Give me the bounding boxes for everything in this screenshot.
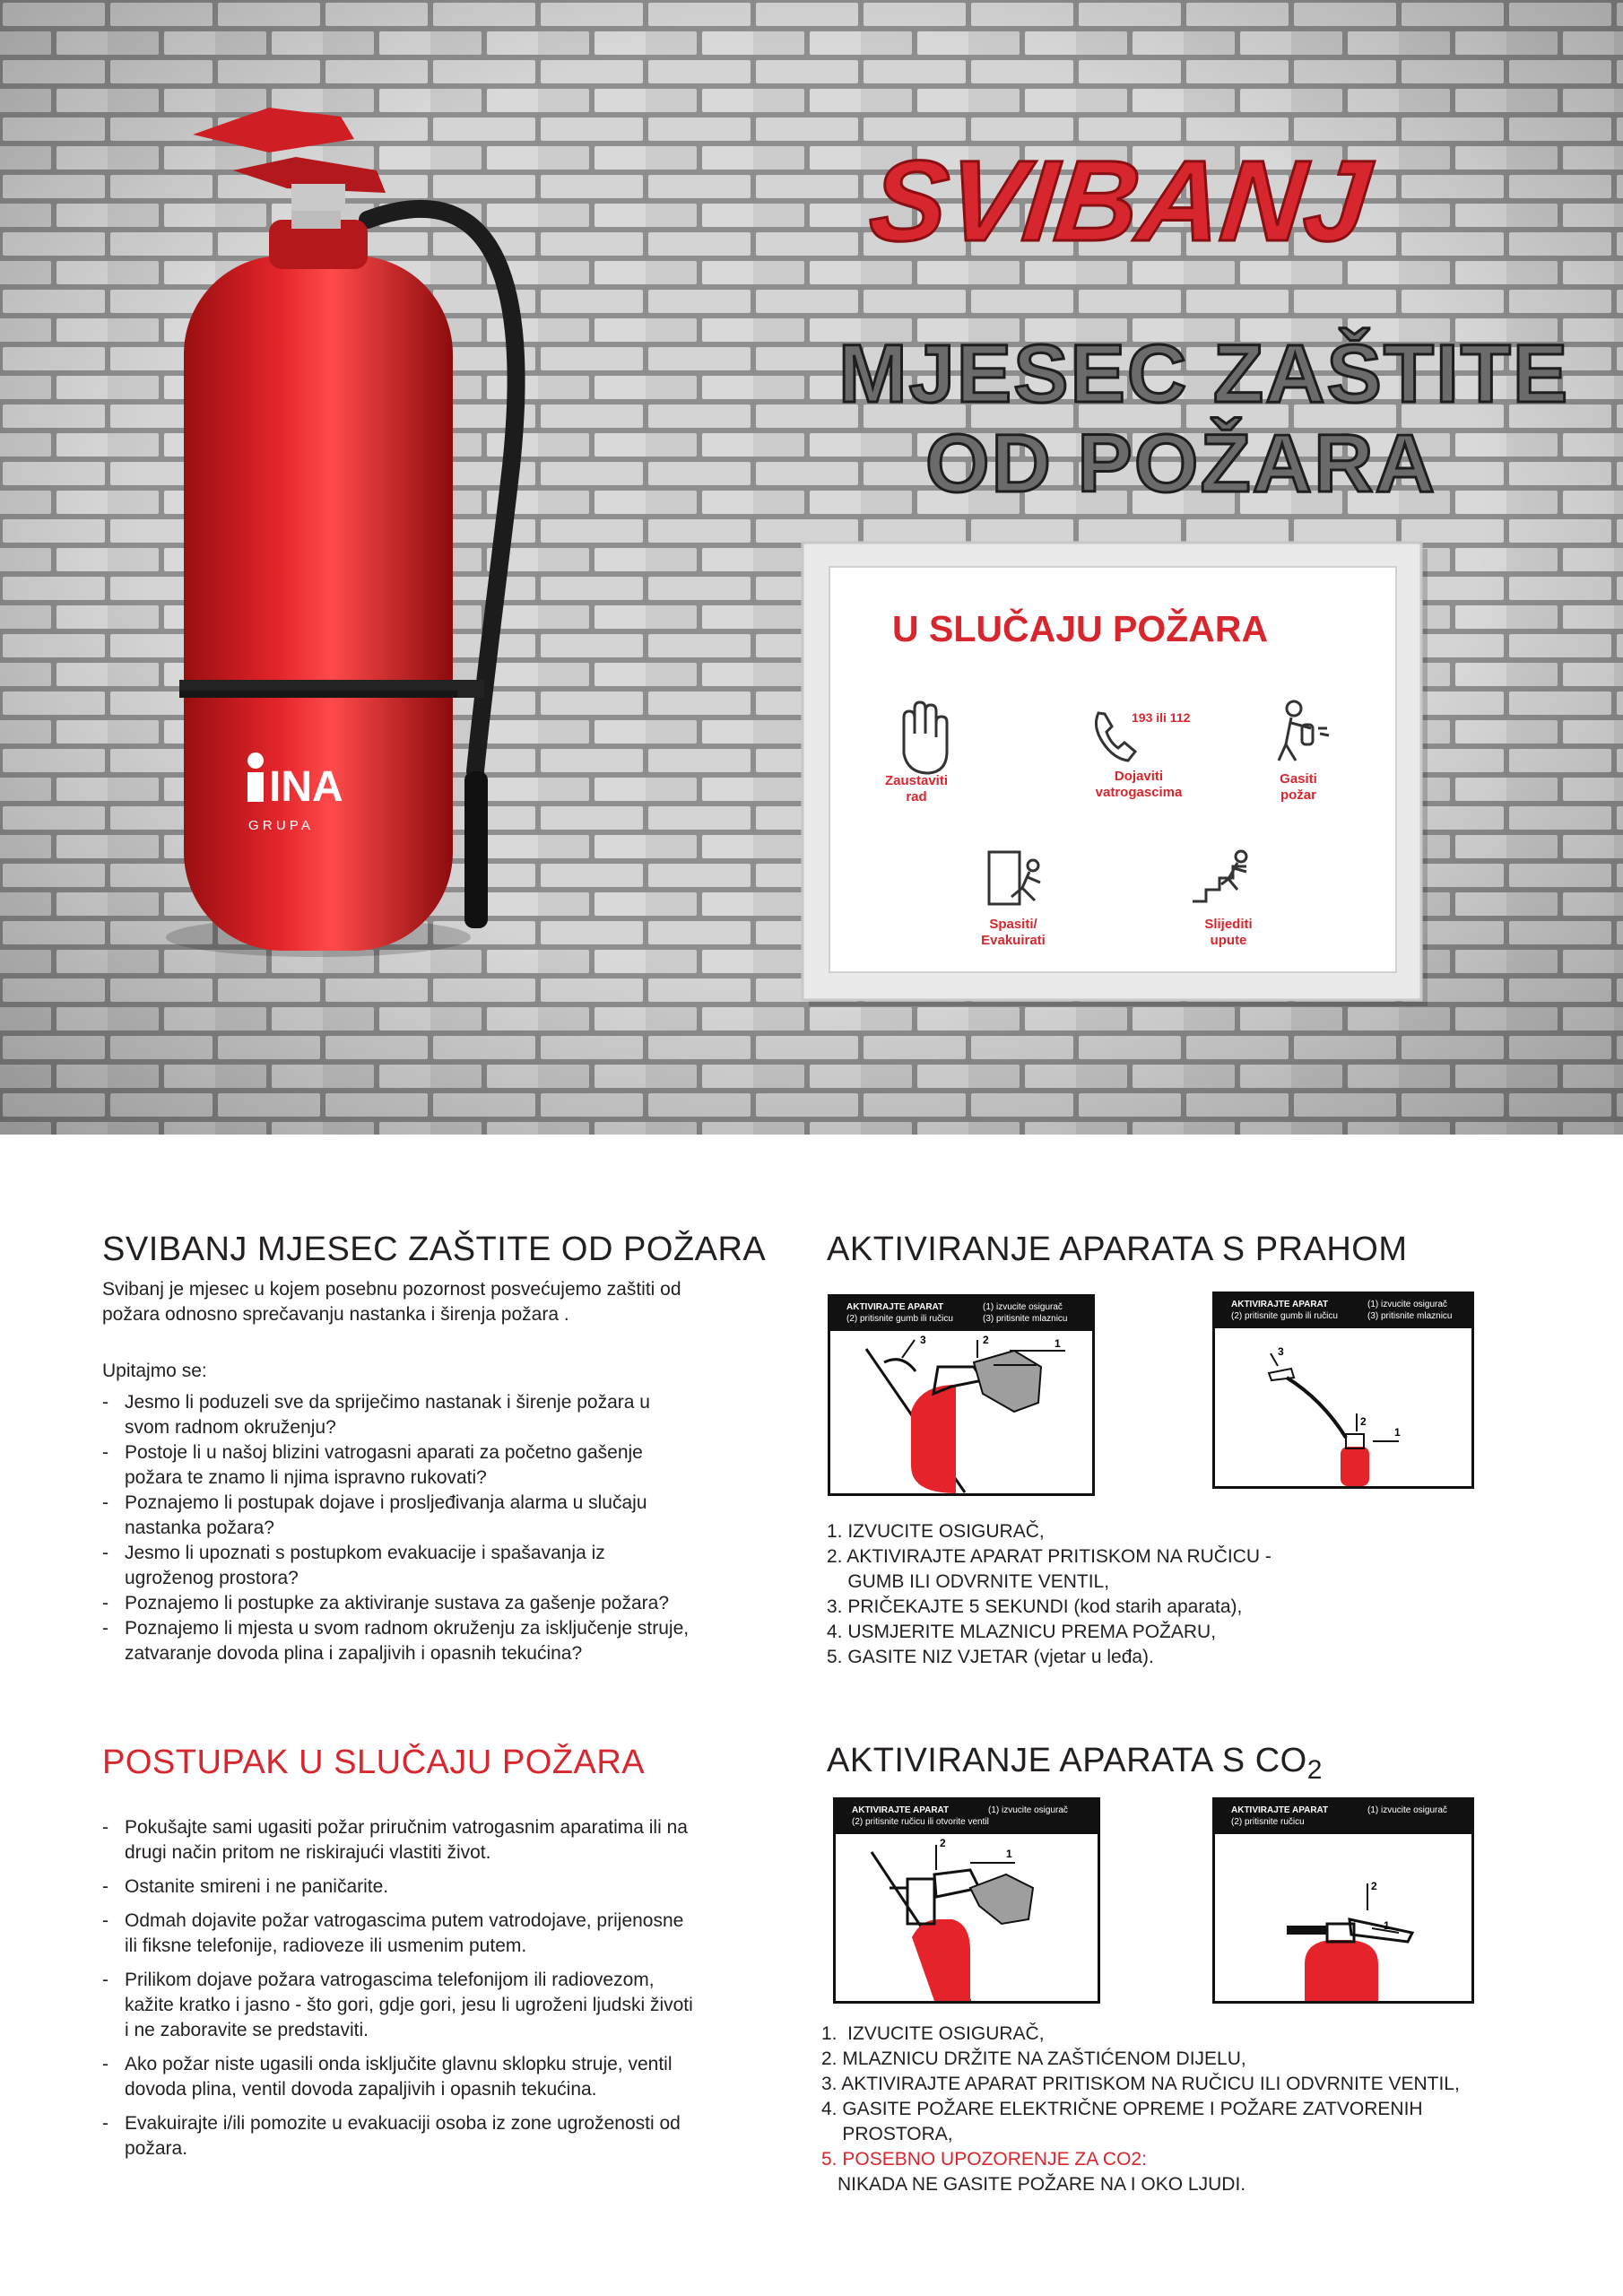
caption-text: (2) pritisnite gumb ili ručicu <box>1231 1311 1338 1321</box>
co2-title-subscript: 2 <box>1306 1755 1323 1785</box>
step-number-3: 3 <box>1278 1345 1284 1358</box>
co2-steps <box>821 2022 1460 2197</box>
hero-title-line3: OD POŽARA <box>925 418 1436 509</box>
list-item: - Pokušajte sami ugasiti požar priručnim vatrogasnim aparatima ili na drugi način pritom ne riskirajući vlastiti život. <box>102 1815 694 1866</box>
sign-item-follow-instructions: Slijediti <box>1204 917 1253 932</box>
powder-diagram-2 <box>1212 1292 1474 1489</box>
co2-diagram-2 <box>1212 1797 1474 2004</box>
warning-label: POSEBNO UPOZORENJE ZA CO2: <box>842 2149 1147 2170</box>
warning-number: 5. <box>821 2149 843 2170</box>
step-number-1: 1 <box>1384 1919 1390 1932</box>
co2-title <box>827 1742 1323 1785</box>
list-item: PROSTORA, <box>821 2124 953 2144</box>
powder-diagram-1 <box>828 1294 1095 1496</box>
list-item: - Odmah dojavite požar vatrogascima putem vatrodojave, prijenosne ili fiksne telefonije, radioveze ili usmenim putem. <box>102 1909 694 1959</box>
caption-text: (3) pritisnite mlaznicu <box>1367 1311 1453 1321</box>
sign-item-extinguish: Gasiti <box>1280 771 1317 787</box>
hero-title-month: SVIBANJ <box>864 137 1376 265</box>
step-number-2: 2 <box>1360 1415 1367 1428</box>
list-item: 4. USMJERITE MLAZNICU PREMA POŽARU, <box>827 1622 1217 1642</box>
caption-text: AKTIVIRAJTE APARAT <box>846 1302 944 1312</box>
list-item: - Ostanite smireni i ne paničarite. <box>102 1874 694 1900</box>
list-item: - Prilikom dojave požara vatrogascima telefonijom ili radiovezom, kažite kratko i jasno - što gori, gdje gori, jesu li ugroženi ljudski životi i ne zaboravite se predstaviti. <box>102 1968 694 2043</box>
powder-title: AKTIVIRANJE APARATA S PRAHOM <box>827 1231 1408 1268</box>
ina-logo-subtext: G R U P A <box>248 818 310 833</box>
hero-banner <box>0 0 1623 1135</box>
questions-label: Upitajmo se: <box>102 1361 207 1381</box>
ina-logo: INA <box>269 763 343 811</box>
list-item: 4. GASITE POŽARE ELEKTRIČNE OPREME I POŽARE ZATVORENIH <box>821 2099 1423 2119</box>
powder-steps <box>827 1519 1271 1670</box>
sign-item-follow-instructions-line2: upute <box>1210 933 1247 948</box>
brick-wall-background <box>0 0 1623 1135</box>
list-item: - Ako požar niste ugasili onda isključite glavnu sklopku struje, ventil dovoda plina, ventil dovoda zapaljivih i opasnih tekućina. <box>102 2052 694 2102</box>
step-number-1: 1 <box>1394 1426 1401 1439</box>
step-number-1: 1 <box>1055 1337 1061 1350</box>
caption-text: (2) pritisnite gumb ili ručicu <box>846 1314 953 1324</box>
list-item: - Postoje li u našoj blizini vatrogasni aparati za početno gašenje požara te znamo li njima ispravno rukovati? <box>102 1440 690 1491</box>
co2-title-text: AKTIVIRANJE APARATA S CO <box>827 1742 1307 1779</box>
list-item: GUMB ILI ODVRNITE VENTIL, <box>827 1571 1110 1592</box>
sign-item-stop-work: Zaustaviti <box>884 773 949 788</box>
caption-text: (1) izvucite osigurač <box>988 1805 1068 1815</box>
list-item: 1. IZVUCITE OSIGURAČ, <box>827 1521 1045 1542</box>
list-item: - Evakuirajte i/ili pomozite u evakuaciji osoba iz zone ugroženosti od požara. <box>102 2111 694 2161</box>
list-item: 1. IZVUCITE OSIGURAČ, <box>821 2023 1045 2044</box>
questions-list <box>102 1390 690 1666</box>
caption-text: (1) izvucite osigurač <box>1367 1300 1447 1309</box>
procedure-list <box>102 1815 694 2161</box>
sign-item-call-firefighters: Dojaviti <box>1114 769 1164 784</box>
caption-text: AKTIVIRAJTE APARAT <box>852 1805 950 1815</box>
sign-item-evacuate: Spasiti/ <box>989 917 1037 932</box>
warning-text: NIKADA NE GASITE POŽARE NA I OKO LJUDI. <box>838 2174 1246 2195</box>
intro-text: Svibanj je mjesec u kojem posebnu pozornost posvećujemo zaštiti od požara odnosno sprečavanju nastanka i širenja požara . <box>102 1279 681 1325</box>
fire-instructions-sign <box>803 543 1428 1006</box>
procedure-title: POSTUPAK U SLUČAJU POŽARA <box>102 1744 646 1781</box>
hero-title-line2: MJESEC ZAŠTITE <box>838 328 1570 420</box>
step-number-1: 1 <box>1006 1848 1012 1860</box>
list-item: - Jesmo li upoznati s postupkom evakuacije i spašavanja iz ugroženog prostora? <box>102 1541 690 1591</box>
sign-item-stop-work-line2: rad <box>906 789 927 804</box>
list-item: 2. AKTIVIRAJTE APARAT PRITISKOM NA RUČICU - <box>827 1546 1271 1567</box>
list-item: 3. PRIČEKAJTE 5 SEKUNDI (kod starih aparata), <box>827 1596 1243 1617</box>
list-item: 5. GASITE NIZ VJETAR (vjetar u leđa). <box>827 1647 1154 1667</box>
list-item: 3. AKTIVIRAJTE APARAT PRITISKOM NA RUČICU ILI ODVRNITE VENTIL, <box>821 2074 1460 2094</box>
step-number-3: 3 <box>920 1334 926 1346</box>
step-number-2: 2 <box>1371 1880 1377 1892</box>
caption-text: (2) pritisnite ručicu ili otvorite ventil <box>852 1817 989 1827</box>
caption-text: AKTIVIRAJTE APARAT <box>1231 1805 1329 1815</box>
list-item: - Poznajemo li postupak dojave i prosljeđivanja alarma u slučaju nastanka požara? <box>102 1491 690 1541</box>
emergency-phone-numbers: 193 ili 112 <box>1132 710 1191 725</box>
sign-title: U SLUČAJU POŽARA <box>892 608 1269 649</box>
caption-text: (1) izvucite osigurač <box>983 1302 1063 1312</box>
intro-title: SVIBANJ MJESEC ZAŠTITE OD POŽARA <box>102 1231 767 1268</box>
step-number-2: 2 <box>940 1837 946 1849</box>
list-item: 2. MLAZNICU DRŽITE NA ZAŠTIĆENOM DIJELU, <box>821 2048 1246 2069</box>
caption-text: (3) pritisnite mlaznicu <box>983 1314 1068 1324</box>
sign-item-call-firefighters-line2: vatrogascima <box>1095 785 1183 800</box>
warning-item <box>821 2147 1460 2172</box>
list-item: - Jesmo li poduzeli sve da spriječimo nastanak i širenje požara u svom radnom okruženju? <box>102 1390 690 1440</box>
list-item: - Poznajemo li postupke za aktiviranje sustava za gašenje požara? <box>102 1591 690 1616</box>
sign-item-evacuate-line2: Evakuirati <box>981 933 1046 948</box>
sign-item-extinguish-line2: požar <box>1280 787 1317 803</box>
caption-text: AKTIVIRAJTE APARAT <box>1231 1300 1329 1309</box>
caption-text: (1) izvucite osigurač <box>1367 1805 1447 1815</box>
step-number-2: 2 <box>983 1334 989 1346</box>
list-item: - Poznajemo li mjesta u svom radnom okruženju za isključenje struje, zatvaranje dovoda plina i zapaljivih i opasnih tekućina? <box>102 1616 690 1666</box>
caption-text: (2) pritisnite ručicu <box>1231 1817 1305 1827</box>
co2-diagram-1 <box>833 1797 1100 2004</box>
